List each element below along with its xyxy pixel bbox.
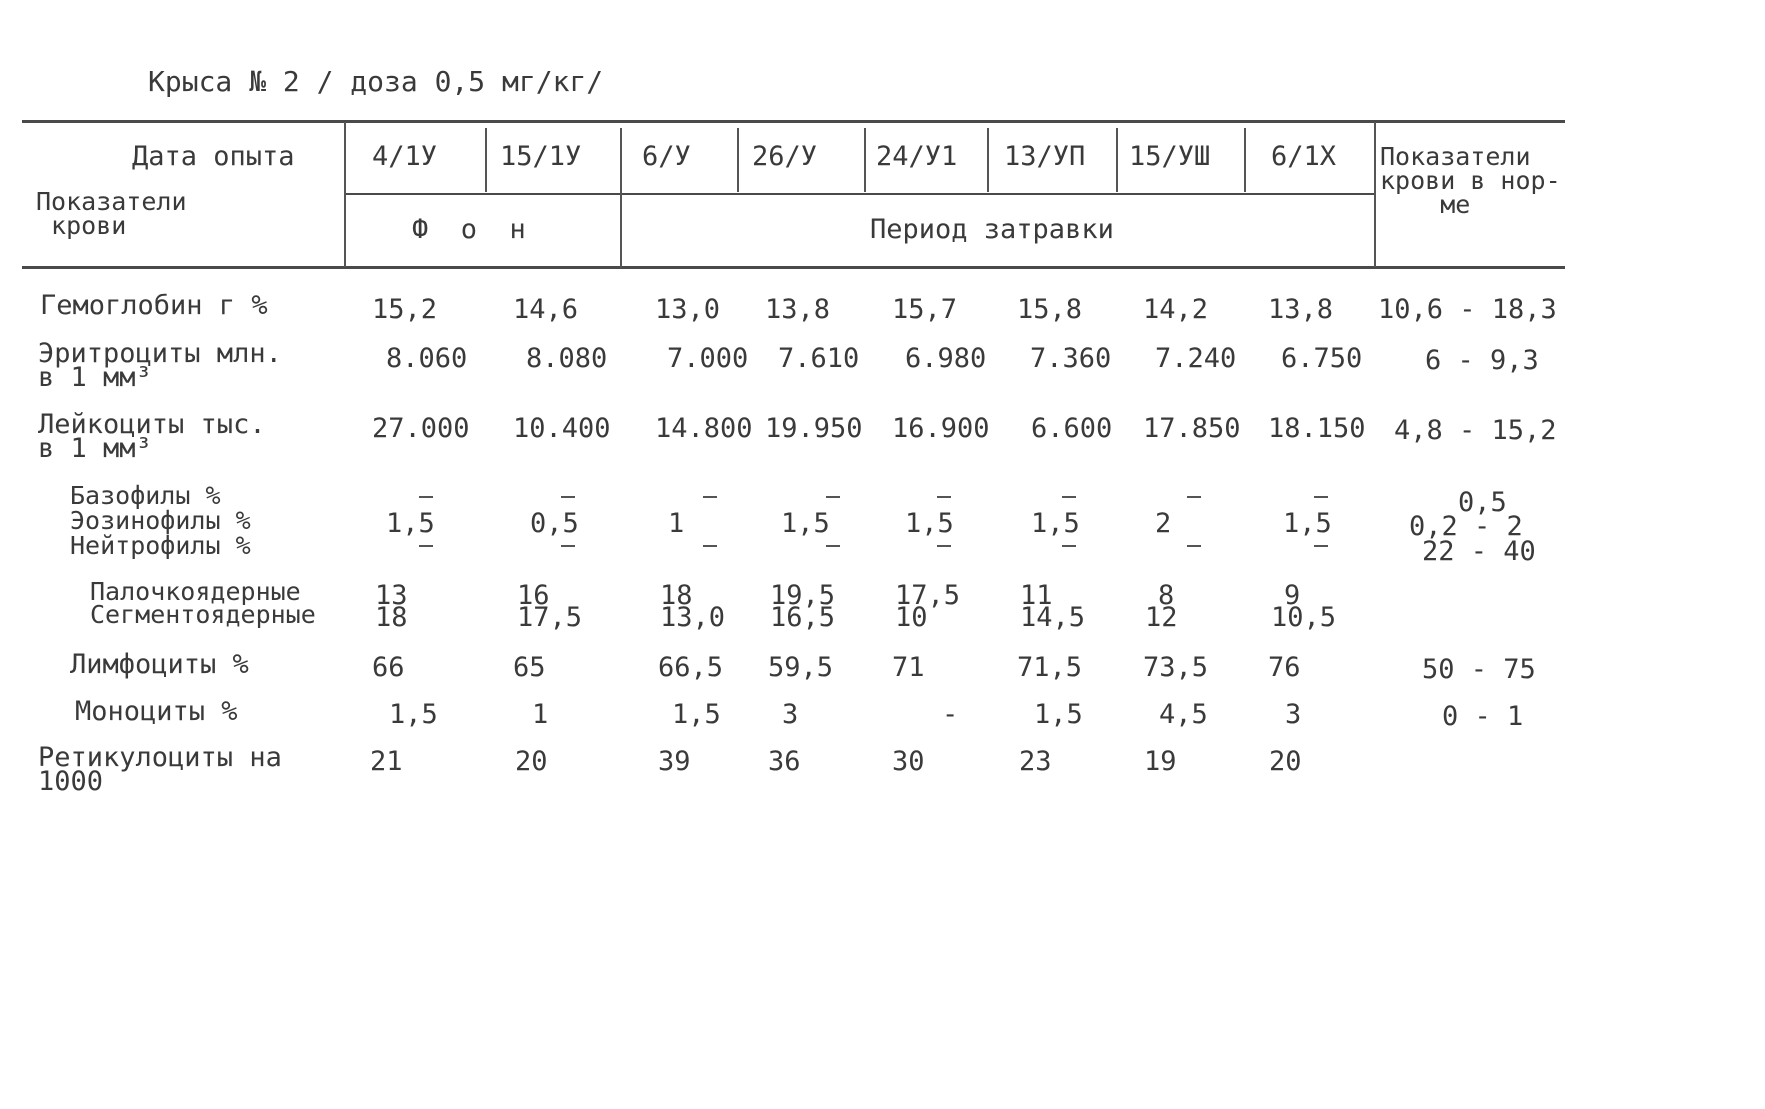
table-cell: 66,5 [658,652,724,683]
table-cell: 2 [1155,508,1172,539]
table-cell: 6.980 [905,343,987,374]
neutrophils-dash [937,545,951,547]
table-cell: 1 [668,508,685,539]
date-column-header: 15/УШ [1129,141,1211,172]
table-cell: 10,5 [1271,602,1337,633]
date-column-header: 6/У [642,141,691,172]
table-cell: 6.600 [1031,413,1113,444]
row-label-hemoglobin: Гемоглобин г % [40,290,268,321]
basophils-dash [826,496,840,498]
table-cell: 1,5 [672,699,721,730]
table-cell: 17,5 [895,580,961,611]
row-label-granulocytes: Базофилы % Эозинофилы % Нейтрофилы % [70,481,251,560]
table-cell: 14,2 [1143,294,1209,325]
table-cell: 59,5 [768,652,834,683]
norm-cell: 0 - 1 [1442,701,1524,732]
table-cell: 1,5 [1031,508,1080,539]
table-cell: - [942,699,959,730]
table-cell: 20 [515,746,548,777]
table-cell: 3 [1285,699,1302,730]
table-cell: 7.000 [667,343,749,374]
table-cell: 18 [660,580,693,611]
table-cell: 19,5 [770,580,836,611]
date-column-header: 26/У [752,141,818,172]
basophils-dash [1314,496,1328,498]
column-divider [987,128,989,192]
table-cell: 23 [1019,746,1052,777]
norm-cell: 10,6 - 18,3 [1378,294,1557,325]
row-label-lymphocytes: Лимфоциты % [70,649,249,680]
neutrophils-dash [1187,545,1201,547]
table-cell: 1,5 [386,508,435,539]
column-divider [1116,128,1118,192]
table-cell: 0,5 [530,508,579,539]
table-cell: 9 [1284,580,1301,611]
date-header-label: Дата опыта [132,141,295,172]
basophils-dash [561,496,575,498]
table-cell: 13,0 [660,602,726,633]
table-cell: 3 [782,699,799,730]
table-cell: 12 [1145,602,1178,633]
table-cell: 4,5 [1159,699,1208,730]
table-cell: 10.400 [513,413,611,444]
table-cell: 21 [370,746,403,777]
table-cell: 16 [517,580,550,611]
basophils-dash [1187,496,1201,498]
table-cell: 66 [372,652,405,683]
table-cell: 19 [1144,746,1177,777]
row-label-reticulocytes: Ретикулоциты на 1000 [38,742,282,797]
table-cell: 36 [768,746,801,777]
table-cell: 16,5 [770,602,836,633]
table-cell: 13,0 [655,294,721,325]
table-cell: 7.240 [1155,343,1237,374]
column-divider [620,128,622,268]
date-column-header: 4/1У [372,141,438,172]
table-cell: 14.800 [655,413,753,444]
neutrophils-dash [1062,545,1076,547]
date-column-header: 15/1У [500,141,582,172]
norm-cell: 22 - 40 [1422,536,1536,567]
table-cell: 15,7 [892,294,958,325]
table-cell: 18 [375,602,408,633]
header-bottom-border [22,266,1565,269]
norm-cell: 0,2 - 2 [1409,511,1523,542]
table-cell: 1,5 [389,699,438,730]
header-divider-line [345,193,1375,195]
table-cell: 19.950 [765,413,863,444]
basophils-dash [1062,496,1076,498]
table-title: Крыса № 2 / доза 0,5 мг/кг/ [148,65,604,98]
norm-cell: 0,5 [1458,487,1507,518]
table-cell: 8.060 [386,343,468,374]
table-cell: 1,5 [1283,508,1332,539]
table-cell: 17.850 [1143,413,1241,444]
table-cell: 1,5 [1034,699,1083,730]
phase-loading-label: Период затравки [870,214,1114,245]
table-cell: 13,8 [765,294,831,325]
table-cell: 1,5 [905,508,954,539]
row-label-leukocytes: Лейкоциты тыс. в 1 мм³ [38,409,266,464]
table-cell: 14,6 [513,294,579,325]
table-cell: 15,2 [372,294,438,325]
column-divider [485,128,487,192]
column-divider [1374,122,1376,267]
date-column-header: 24/У1 [876,141,958,172]
neutrophils-dash [1314,545,1328,547]
basophils-dash [419,496,433,498]
table-cell: 39 [658,746,691,777]
phase-background-label: Ф о н [412,214,526,245]
neutrophils-dash [703,545,717,547]
column-divider [1244,128,1246,192]
norm-cell: 6 - 9,3 [1425,345,1539,376]
table-cell: 7.610 [778,343,860,374]
norm-cell: 4,8 - 15,2 [1394,415,1557,446]
table-cell: 16.900 [892,413,990,444]
row-label-neutrophil-types: Палочкоядерные Сегментоядерные [90,577,316,629]
table-cell: 8 [1158,580,1175,611]
table-cell: 71,5 [1017,652,1083,683]
column-divider [737,128,739,192]
norm-header-label: Показатели крови в нор- ме [1380,142,1561,219]
neutrophils-dash [826,545,840,547]
table-cell: 71 [892,652,925,683]
table-cell: 14,5 [1020,602,1086,633]
table-cell: 18.150 [1268,413,1366,444]
norm-cell: 50 - 75 [1422,654,1536,685]
table-cell: 27.000 [372,413,470,444]
table-cell: 65 [513,652,546,683]
column-divider [864,128,866,192]
table-cell: 13,8 [1268,294,1334,325]
date-column-header: 6/1Х [1271,141,1337,172]
indicators-header-label: Показатели крови [36,187,187,240]
table-cell: 76 [1268,652,1301,683]
table-cell: 1 [532,699,549,730]
neutrophils-dash [561,545,575,547]
basophils-dash [937,496,951,498]
column-divider [344,122,346,267]
table-top-border [22,120,1565,123]
date-column-header: 13/УП [1004,141,1086,172]
table-cell: 17,5 [517,602,583,633]
table-cell: 30 [892,746,925,777]
table-cell: 20 [1269,746,1302,777]
row-label-monocytes: Моноциты % [75,696,238,727]
table-cell: 15,8 [1017,294,1083,325]
table-cell: 8.080 [526,343,608,374]
table-cell: 7.360 [1030,343,1112,374]
table-cell: 1,5 [781,508,830,539]
table-cell: 6.750 [1281,343,1363,374]
neutrophils-dash [419,545,433,547]
basophils-dash [703,496,717,498]
row-label-erythrocytes: Эритроциты млн. в 1 мм³ [38,338,282,393]
table-cell: 73,5 [1143,652,1209,683]
table-cell: 11 [1020,580,1053,611]
table-cell: 10 [895,602,928,633]
table-cell: 13 [375,580,408,611]
